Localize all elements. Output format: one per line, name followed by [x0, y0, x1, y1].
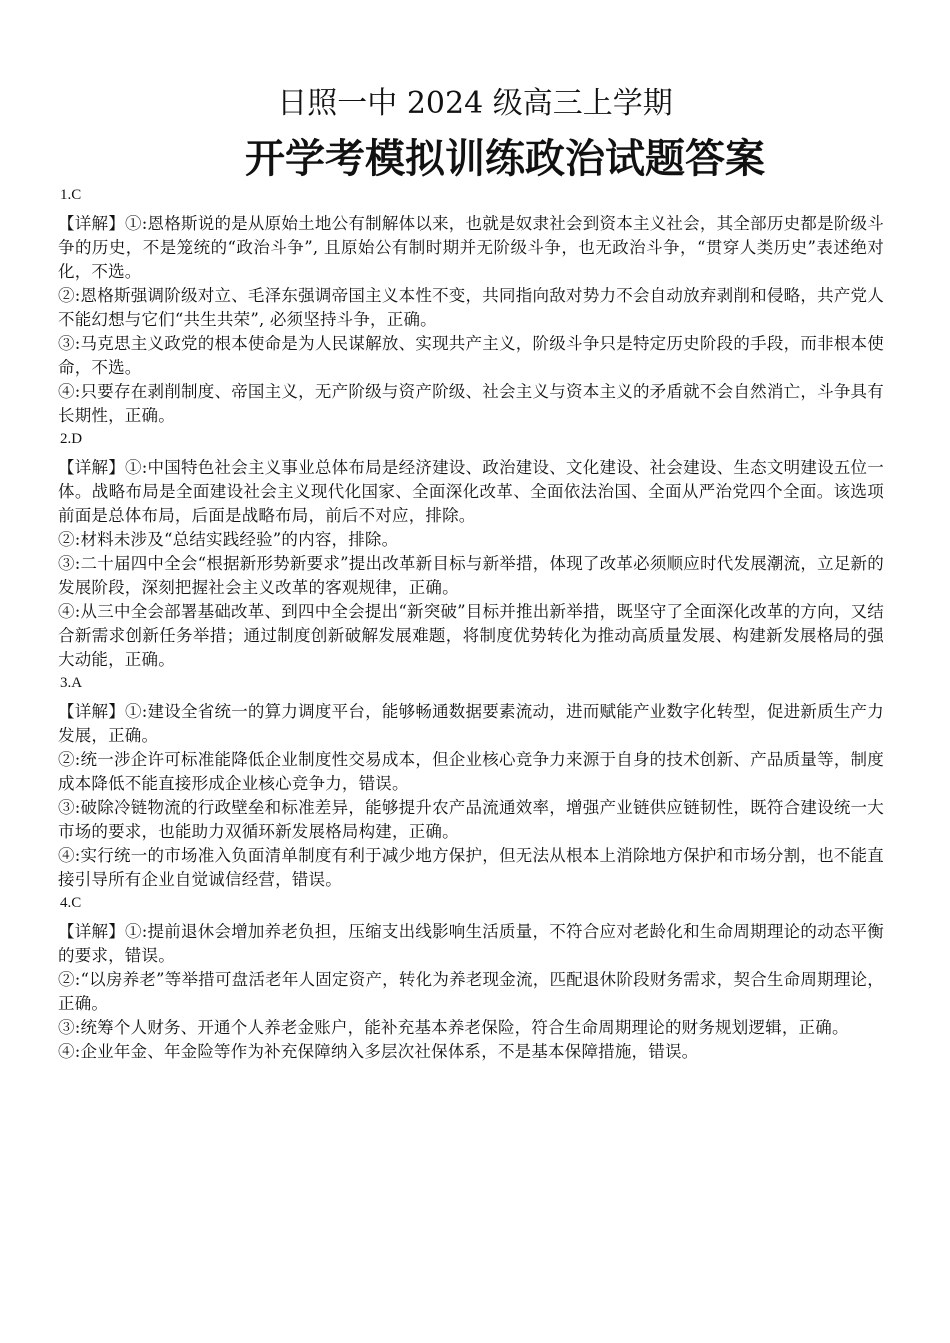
answer-paragraph: ②:恩格斯强调阶级对立、毛泽东强调帝国主义本性不变，共同指向敌对势力不会自动放弃剥削和侵略，共产党人不能幻想与它们“共生共荣”, 必须坚持斗争，正确。	[58, 286, 884, 329]
answers-content	[58, 184, 884, 1064]
answer-paragraph: 【详解】①:建设全省统一的算力调度平台，能够畅通数据要素流动，进而赋能产业数字化转型，促进新质生产力发展，正确。	[58, 702, 884, 745]
answer-paragraph: ④:从三中全会部署基础改革、到四中全会提出“新突破”目标并推出新举措，既坚守了全面深化改革的方向，又结合新需求创新任务举措；通过制度创新破解发展难题，将制度优势转化为推动高质量发展、构建新发展格局的强大动能，正确。	[58, 602, 884, 669]
answer-paragraph: ②:统一涉企许可标准能降低企业制度性交易成本，但企业核心竞争力来源于自身的技术创新、产品质量等，制度成本降低不能直接形成企业核心竞争力，错误。	[58, 750, 884, 793]
answer-paragraph: ④:实行统一的市场准入负面清单制度有利于减少地方保护，但无法从根本上消除地方保护和市场分割，也不能直接引导所有企业自觉诚信经营，错误。	[58, 846, 884, 889]
question-3	[58, 672, 884, 892]
answer-paragraph: 【详解】①:恩格斯说的是从原始土地公有制解体以来，也就是奴隶社会到资本主义社会，其全部历史都是阶级斗争的历史，不是笼统的“政治斗争”, 且原始公有制时期并无阶级斗争，也无政治斗争，“贯穿人类历史”表述绝对化，不选。	[58, 214, 884, 281]
answer-paragraph: ③:二十届四中全会“根据新形势新要求”提出改革新目标与新举措，体现了改革必须顺应时代发展潮流，立足新的发展阶段，深刻把握社会主义改革的客观规律，正确。	[58, 554, 884, 597]
question-4	[58, 892, 884, 1064]
question-number: 4.C	[60, 895, 82, 911]
answer-paragraph: ②:“以房养老”等举措可盘活老年人固定资产，转化为养老现金流，匹配退休阶段财务需求，契合生命周期理论，正确。	[58, 970, 884, 1013]
question-number: 3.A	[60, 675, 83, 691]
answer-paragraph: ③:马克思主义政党的根本使命是为人民谋解放、实现共产主义，阶级斗争只是特定历史阶段的手段，而非根本使命，不选。	[58, 334, 884, 377]
answer-paragraph: ③:破除冷链物流的行政壁垒和标准差异，能够提升农产品流通效率，增强产业链供应链韧性，既符合建设统一大市场的要求，也能助力双循环新发展格局构建，正确。	[58, 798, 884, 841]
answer-paragraph: ④:只要存在剥削制度、帝国主义，无产阶级与资产阶级、社会主义与资本主义的矛盾就不会自然消亡，斗争具有长期性，正确。	[58, 382, 884, 425]
question-number: 2.D	[60, 431, 83, 447]
answer-paragraph: ②:材料未涉及“总结实践经验”的内容，排除。	[58, 530, 399, 549]
question-2	[58, 428, 884, 672]
document-title-line1: 日照一中 2024 级高三上学期	[277, 86, 673, 121]
answer-paragraph: 【详解】①:提前退休会增加养老负担，压缩支出线影响生活质量，不符合应对老龄化和生命周期理论的动态平衡的要求，错误。	[58, 922, 884, 965]
question-number: 1.C	[60, 187, 82, 203]
answer-paragraph: ④:企业年金、年金险等作为补充保障纳入多层次社保体系，不是基本保障措施，错误。	[58, 1042, 699, 1061]
question-1	[58, 184, 884, 428]
answer-paragraph: ③:统筹个人财务、开通个人养老金账户，能补充基本养老保险，符合生命周期理论的财务规划逻辑，正确。	[58, 1018, 849, 1037]
document-title-line2: 开学考模拟训练政治试题答案	[245, 136, 765, 182]
answer-paragraph: 【详解】①:中国特色社会主义事业总体布局是经济建设、政治建设、文化建设、社会建设、生态文明建设五位一体。战略布局是全面建设社会主义现代化国家、全面深化改革、全面依法治国、全面从严治党四个全面。该选项前面是总体布局，后面是战略布局，前后不对应，排除。	[58, 458, 884, 525]
